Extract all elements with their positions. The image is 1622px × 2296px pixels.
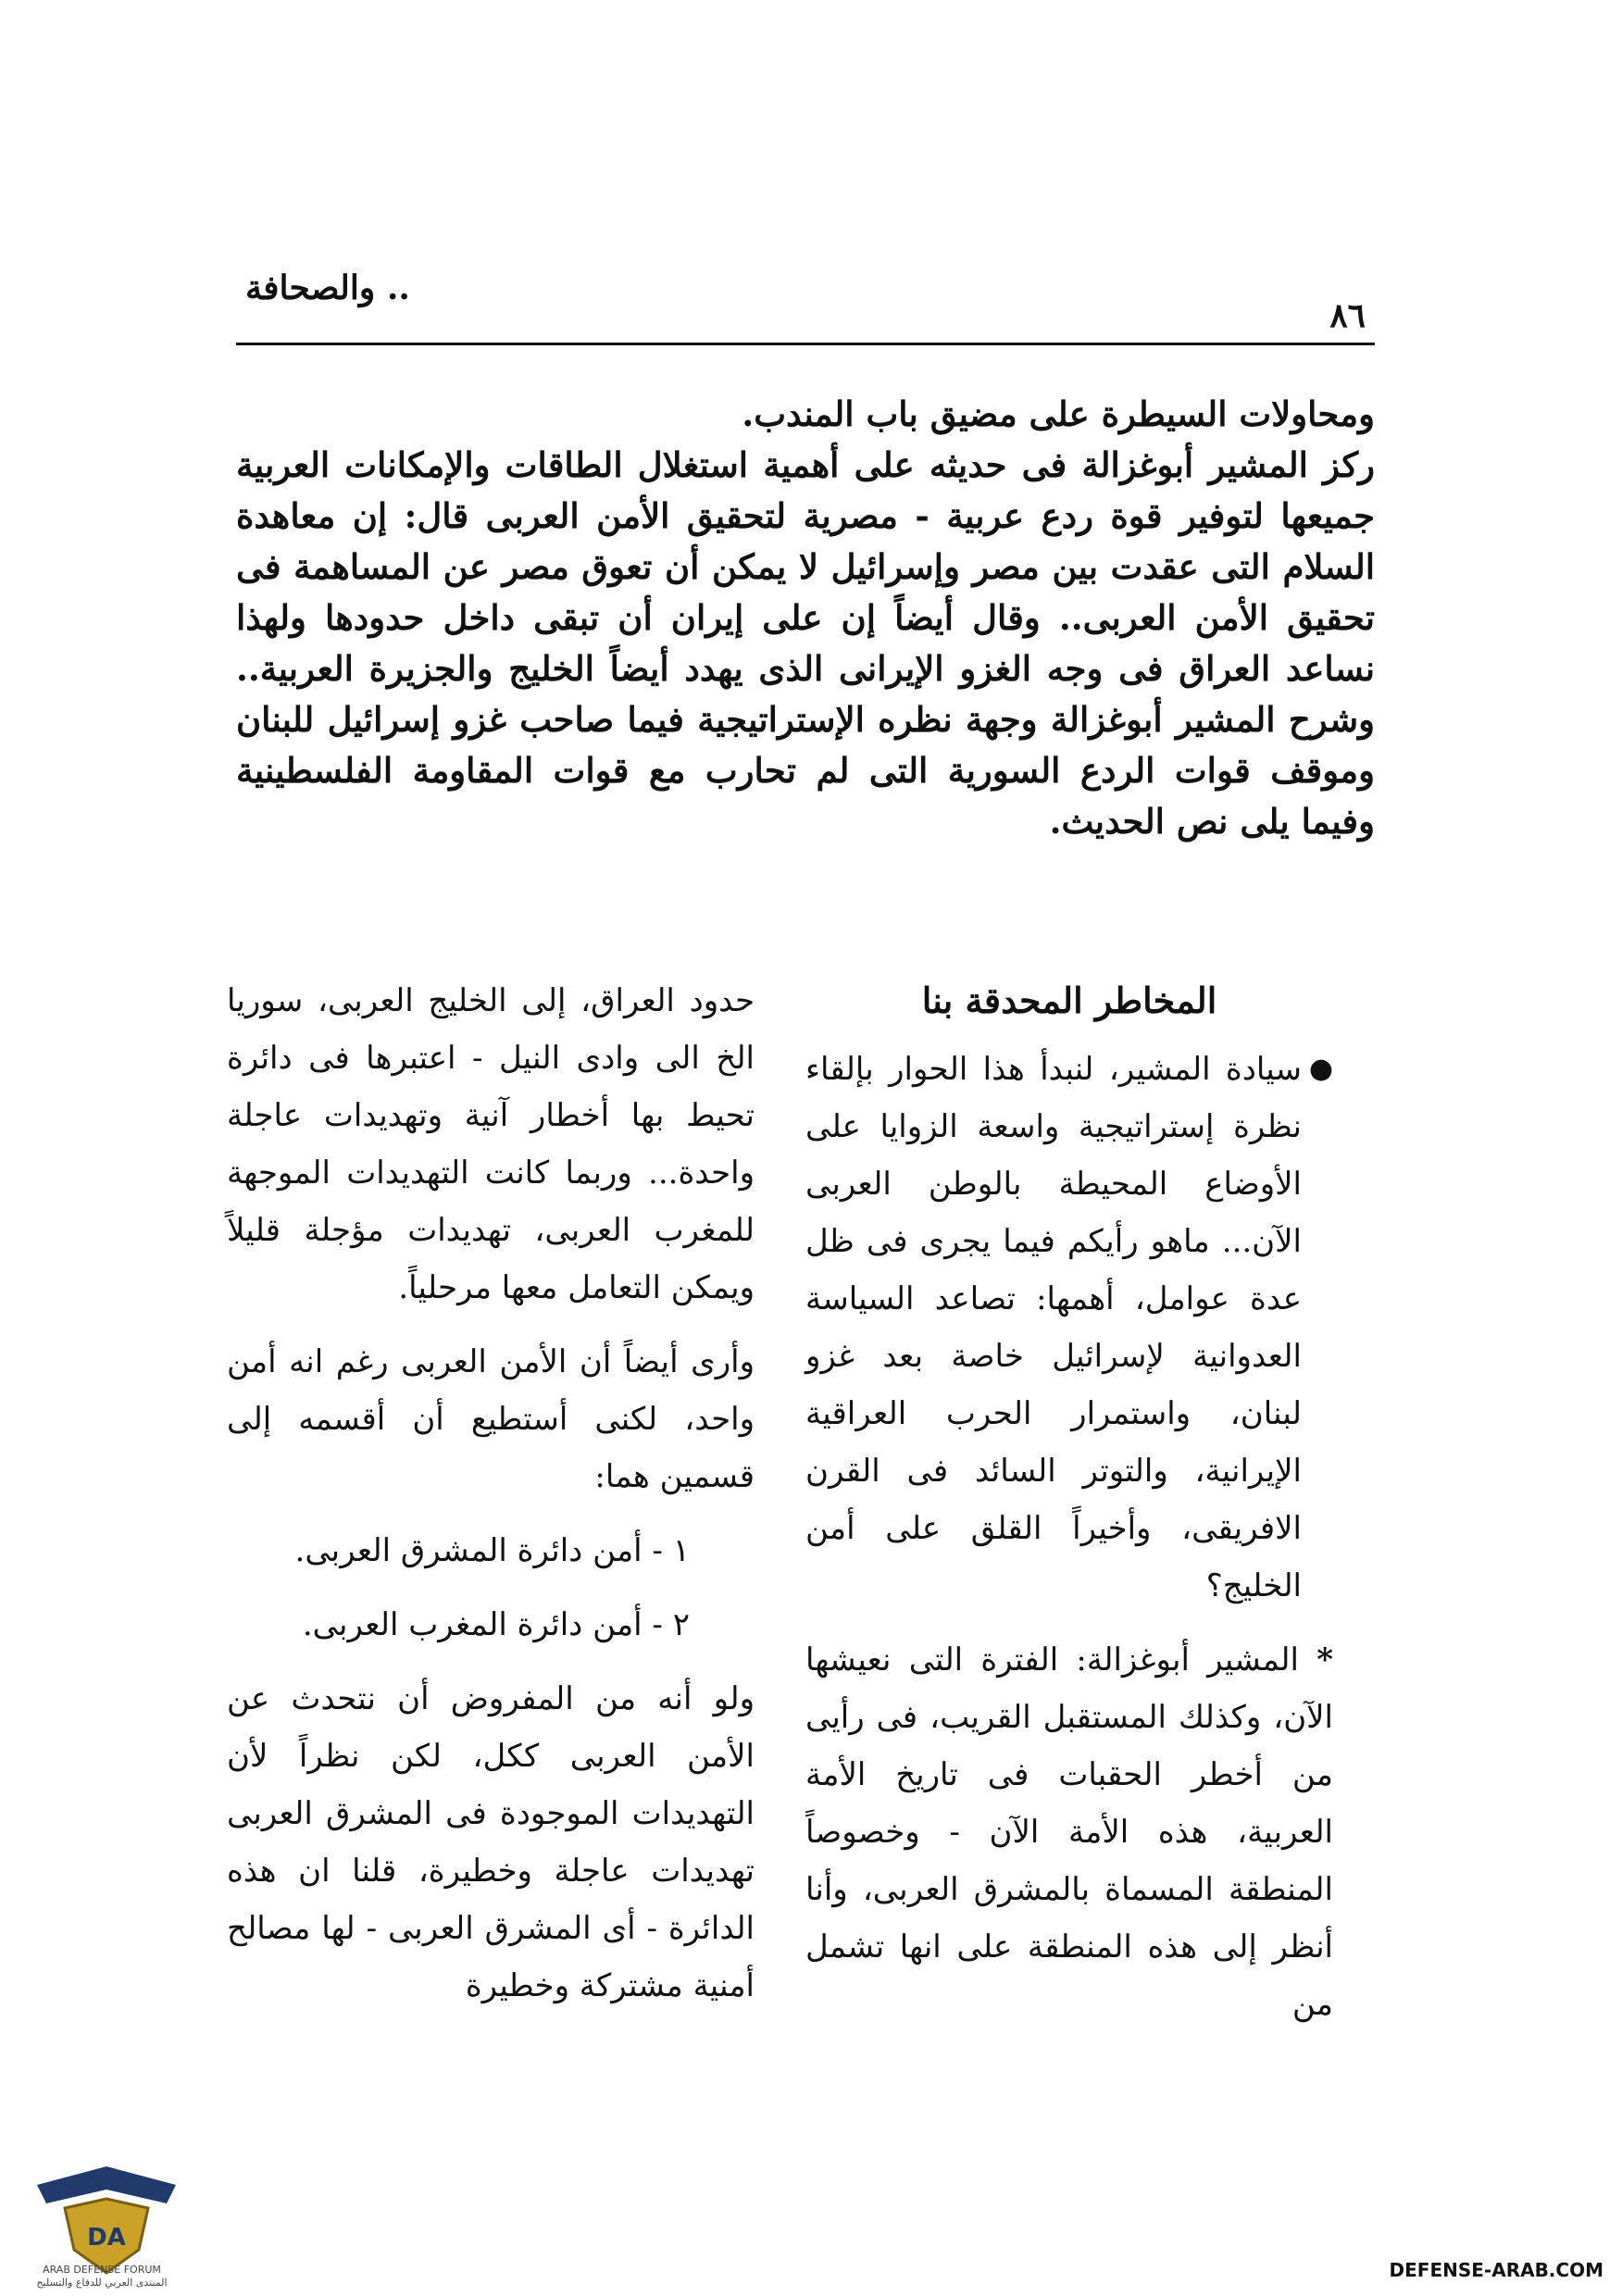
intro-paragraph-1: ومحاولات السيطرة على مضيق باب المندب. (742, 393, 1375, 434)
page-number: ٨٦ (1329, 296, 1366, 335)
logo-caption (9, 2264, 194, 2290)
answer-text: المشير أبوغزالة: الفترة التى نعيشها الآن، وكذلك المستقبل القريب، فى رأيى من أخطر الحقبات فى تاريخ الأمة العربية، هذه الأمة الآن - وخصوصاً المنطقة المسماة بالمشرق العربى، وأنا أنظر إلى هذه المنطقة على انها تشمل من (805, 1641, 1333, 2023)
question-paragraph (805, 1041, 1333, 1615)
list-item-1: ١ - أمن دائرة المشرق العربى. (294, 1532, 690, 1569)
left-paragraph-3: ولو أنه من المفروض أن نتحدث عن الأمن العربى ككل، لكن نظراً لأن التهديدات الموجودة فى المشرق العربى تهديدات عاجلة وخطيرة، قلنا ان هذه الدائرة - أى المشرق العربى - لها مصالح أمنية مشتركة وخطيرة (227, 1680, 755, 2004)
left-column (227, 972, 755, 2031)
question-text: سيادة المشير، لنبدأ هذا الحوار بإلقاء نظرة إستراتيجية واسعة الزوايا على الأوضاع المحيطة بالوطن العربى الآن... ماهو رأيكم فيما يجرى فى ظل عدة عوامل، أهمها: تصاعد السياسة العدوانية لإسرائيل خاصة بعد غزو لبنان، واستمرار الحرب العراقية الإيرانية، والتوتر السائد فى القرن الافريقى، وأخيراً القلق على أمن الخليج؟ (805, 1051, 1302, 1604)
site-watermark: DEFENSE-ARAB.COM (1389, 2259, 1603, 2281)
asterisk-icon: * (1316, 1641, 1333, 1678)
page-header (236, 259, 1375, 345)
running-title: .. والصحافة (245, 268, 410, 307)
intro-paragraph-2: ركز المشير أبوغزالة فى حديثه على أهمية استغلال الطاقات والإمكانات العربية جميعها لتوفير قوة ردع عربية - مصرية لتحقيق الأمن العربى قال: إن معاهدة السلام التى عقدت بين مصر وإسرائيل لا يمكن أن تعوق مصر عن المساهمة فى تحقيق الأمن العربى.. وقال أيضاً إن على إيران أن تبقى داخل حدودها ولهذا نساعد العراق فى وجه الغزو الإيرانى الذى يهدد أيضاً الخليج والجزيرة العربية.. وشرح المشير أبوغزالة وجهة نظره الإستراتيجية فيما صاحب غزو إسرائيل للبنان وموقف قوات الردع السورية التى لم تحارب مع قوات المقاومة الفلسطينية وفيما يلى نص الحديث. (236, 444, 1375, 842)
logo-letters: DA (87, 2224, 126, 2252)
left-paragraph-2: وأرى أيضاً أن الأمن العربى رغم انه أمن واحد، لكنى أستطيع أن أقسمه إلى قسمين هما: (227, 1343, 755, 1495)
list-item-2: ٢ - أمن دائرة المغرب العربى. (302, 1606, 690, 1643)
right-column (805, 972, 1333, 2050)
intro-block (236, 389, 1375, 847)
logo-caption-en: ARAB DEFENSE FORUM (43, 2264, 161, 2276)
answer-paragraph (805, 1631, 1333, 2033)
section-title: المخاطر المحدقة بنا (921, 980, 1217, 1021)
left-paragraph-1: حدود العراق، إلى الخليج العربى، سوريا الخ الى وادى النيل - اعتبرها فى دائرة تحيط بها أخطار آنية وتهديدات عاجلة واحدة... وربما كانت التهديدات الموجهة للمغرب العربى، تهديدات مؤجلة قليلاً ويمكن التعامل معها مرحلياً. (227, 982, 755, 1306)
bullet-icon: ● (1308, 1053, 1333, 1085)
logo-caption-ar: المنتدى العربي للدفاع والتسليح (36, 2277, 168, 2289)
